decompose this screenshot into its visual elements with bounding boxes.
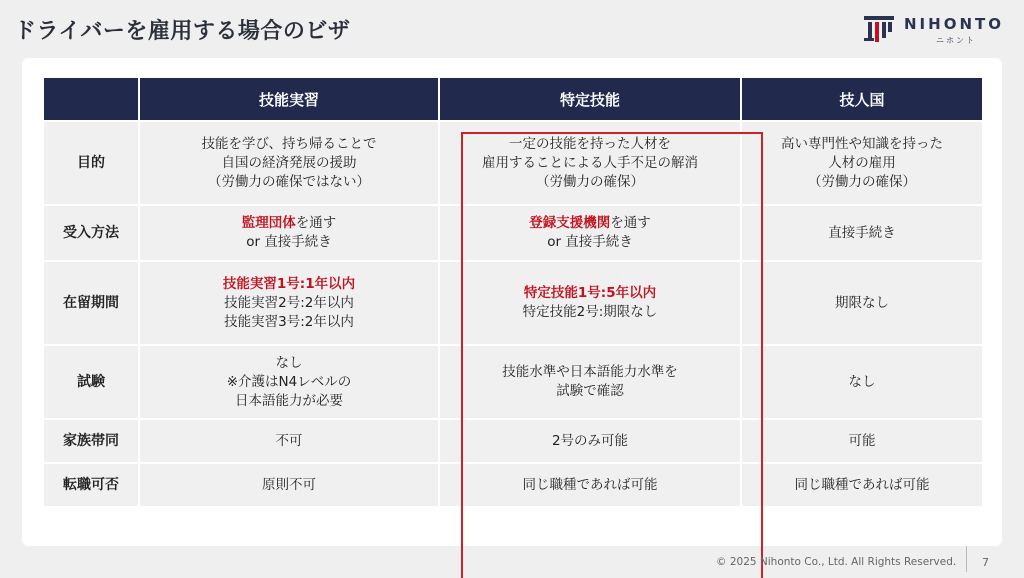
- table-cell: [440, 462, 742, 506]
- header-cell-ginou-jisshu: 技能実習: [140, 78, 440, 120]
- row-label: 目的: [44, 120, 140, 204]
- table-cell: [440, 204, 742, 260]
- table-cell: [140, 260, 440, 344]
- table-cell: [140, 204, 440, 260]
- copyright-text: © 2025 Nihonto Co., Ltd. All Rights Reserved.: [716, 556, 957, 568]
- table-cell: [140, 462, 440, 506]
- page-number: 7: [982, 556, 989, 569]
- table-cell: [440, 120, 742, 204]
- row-label: 転職可否: [44, 462, 140, 506]
- table-cell: [742, 344, 982, 418]
- visa-comparison-table: [44, 78, 982, 506]
- cell-highlight-text: 技能実習1号:1年以内: [222, 275, 356, 292]
- table-cell: [742, 418, 982, 462]
- cell-line: （労働力の確保）: [536, 173, 644, 190]
- cell-text: を通す: [610, 215, 651, 231]
- cell-line: or 直接手続き: [246, 234, 332, 250]
- company-logo: [862, 12, 1012, 48]
- table-row: [44, 462, 982, 506]
- table-cell: [742, 260, 982, 344]
- content-card: [22, 58, 1002, 546]
- cell-line: 原則不可: [262, 476, 316, 493]
- cell-line: 試験で確認: [556, 383, 624, 399]
- cell-highlight-text: 監理団体: [241, 215, 296, 231]
- table-cell: [742, 204, 982, 260]
- cell-line: [440, 214, 740, 233]
- table-row: [44, 344, 982, 418]
- cell-line: （労働力の確保）: [808, 173, 916, 190]
- cell-line: 日本語能力が必要: [235, 392, 343, 409]
- table-cell: [742, 462, 982, 506]
- table-row: [44, 418, 982, 462]
- table-row: [44, 204, 982, 260]
- cell-line: 技能実習3号:2年以内: [224, 313, 354, 330]
- header-cell-gijinkoku: 技人国: [742, 78, 982, 120]
- table-cell: [140, 418, 440, 462]
- nihonto-logo-mark-icon: [862, 12, 896, 46]
- cell-highlight-text: 登録支援機関: [529, 215, 611, 231]
- logo-brand-text: NIHONTO: [904, 15, 1004, 33]
- table-cell: [140, 120, 440, 204]
- cell-line: 同じ職種であれば可能: [794, 476, 930, 493]
- cell-line: 自国の経済発展の援助: [221, 154, 357, 171]
- table-header-row: [44, 78, 982, 120]
- header-cell-tokutei-ginou: 特定技能: [440, 78, 742, 120]
- cell-line: 特定技能2号:期限なし: [522, 304, 658, 320]
- cell-line: なし: [848, 373, 876, 390]
- table-cell: [440, 344, 742, 418]
- cell-line: （労働力の確保ではない）: [208, 173, 370, 190]
- cell-highlight-text: 特定技能1号:5年以内: [523, 285, 657, 301]
- logo-kana-text: ニホント: [936, 36, 976, 45]
- cell-line: 一定の技能を持った人材を: [509, 135, 671, 152]
- table-row: [44, 120, 982, 204]
- row-label: 試験: [44, 344, 140, 418]
- row-label: 家族帯同: [44, 418, 140, 462]
- cell-line: なし: [275, 354, 303, 371]
- cell-line: 技能水準や日本語能力水準を: [502, 364, 678, 380]
- table-cell: [440, 418, 742, 462]
- cell-line: 雇用することによる人手不足の解消: [482, 154, 698, 171]
- slide-title: ドライバーを雇用する場合のビザ: [14, 19, 351, 44]
- cell-text: を通す: [295, 215, 337, 231]
- cell-line: 期限なし: [835, 294, 889, 311]
- row-label: 受入方法: [44, 204, 140, 260]
- cell-line: 技能を学び、持ち帰ることで: [201, 135, 377, 152]
- cell-line: 可能: [848, 432, 876, 449]
- cell-line: or 直接手続き: [547, 234, 633, 250]
- cell-line: 同じ職種であれば可能: [522, 476, 658, 493]
- cell-line: 技能実習2号:2年以内: [224, 294, 354, 311]
- cell-line: 直接手続き: [828, 224, 896, 241]
- table-cell: [742, 120, 982, 204]
- page-separator: [966, 546, 967, 572]
- cell-line: 高い専門性や知識を持った: [781, 135, 943, 152]
- row-label: 在留期間: [44, 260, 140, 344]
- table-cell: [140, 344, 440, 418]
- cell-line: 不可: [275, 432, 303, 449]
- cell-line: 人材の雇用: [828, 154, 896, 171]
- table-row: [44, 260, 982, 344]
- cell-line: ※介護はN4レベルの: [226, 373, 352, 390]
- cell-line: 2号のみ可能: [551, 432, 629, 449]
- table-cell: [440, 260, 742, 344]
- header-cell-empty: [44, 78, 140, 120]
- cell-line: [140, 214, 438, 233]
